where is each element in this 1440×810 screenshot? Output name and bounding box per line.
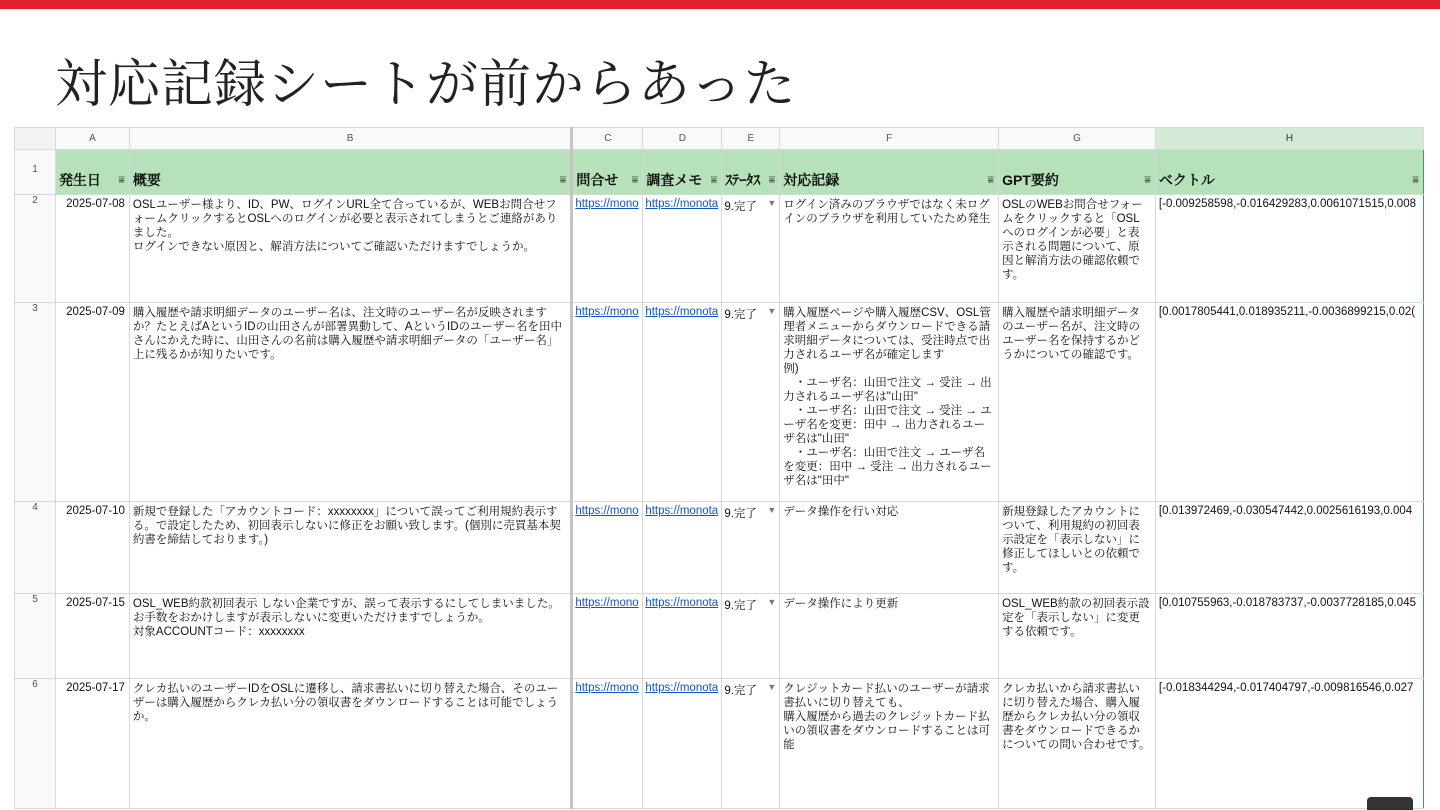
header-cell-status[interactable] xyxy=(722,150,780,195)
inquiry-link[interactable]: https://mono xyxy=(572,195,643,303)
dropdown-caret-icon[interactable]: ▼ xyxy=(767,198,777,208)
gpt-summary-cell[interactable]: クレカ払いから請求書払いに切り替えた場合、購入履歴からクレカ払い分の領収書をダウンロードできるかについての問い合わせです。 xyxy=(999,679,1156,809)
filter-icon[interactable]: ⩸ xyxy=(1412,173,1419,186)
gpt-summary-cell[interactable]: OSL_WEB約款の初回表示設定を「表示しない」に変更する依頼です。 xyxy=(999,594,1156,679)
date-cell[interactable]: 2025-07-17 xyxy=(55,679,129,809)
record-cell[interactable]: クレジットカード払いのユーザーが請求書払いに切り替えても、 購入履歴から過去のクレジットカード払いの領収書をダウンロードすることは可能 xyxy=(780,679,999,809)
spreadsheet-grid xyxy=(14,127,1424,809)
summary-cell[interactable]: 購入履歴や請求明細データのユーザー名は、注文時のユーザー名が反映されますか？たとえばAというIDの山田さんが部署異動して、AというIDのユーザー名を田中さんにかえた時に、山田さんの名前は購入履歴や請求明細データの「ユーザー名」上に残るかが知りたいです。 xyxy=(129,303,571,502)
filter-icon[interactable]: ⩸ xyxy=(987,173,995,186)
filter-icon[interactable]: ⩸ xyxy=(631,173,639,186)
table-row xyxy=(15,303,1424,502)
row-number[interactable]: 2 xyxy=(15,195,56,303)
record-cell[interactable]: ログイン済みのブラウザではなく未ログインのブラウザを利用していたため発生 xyxy=(780,195,999,303)
summary-cell[interactable]: 新規で登録した「アカウントコード：xxxxxxxx」について誤ってご利用規約表示する。で設定したため、初回表示しないに修正をお願い致します。(個別に売買基本契約書を締結しております。) xyxy=(129,502,571,594)
row-number[interactable]: 5 xyxy=(15,594,56,679)
table-row xyxy=(15,594,1424,679)
inquiry-link[interactable]: https://mono xyxy=(572,303,643,502)
filter-icon[interactable]: ⩸ xyxy=(710,173,718,186)
inquiry-link[interactable]: https://mono xyxy=(572,679,643,809)
header-label: ベクトル xyxy=(1158,172,1215,188)
status-dropdown[interactable] xyxy=(722,502,780,594)
status-dropdown[interactable] xyxy=(722,594,780,679)
dropdown-caret-icon[interactable]: ▼ xyxy=(767,505,777,515)
slide-title: 対応記録シートが前からあった xyxy=(55,55,797,115)
header-cell-summary[interactable] xyxy=(129,150,571,195)
date-cell[interactable]: 2025-07-15 xyxy=(55,594,129,679)
record-cell[interactable]: 購入履歴ページや購入履歴CSV、OSL管理者メニューからダウンロードできる請求明細データについては、受注時点で出力されるユーザ名が確定します 例) ・ユーザ名：山田で注文 → 受注 → 出力されるユーザ名は"山田" ・ユーザ名：山田で注文 → 受注 → ユーザ名を変更：田中 → 出力されるユーザ名は"山田" ・ユーザ名：山田で注文 → ユーザ名を変更：田中 → 受注 → 出力されるユーザ名は"田中" xyxy=(780,303,999,502)
top-accent-bar xyxy=(0,0,1440,9)
status-value: 9.完了 xyxy=(724,685,757,697)
column-header-f[interactable]: F xyxy=(780,128,999,150)
memo-link[interactable]: https://monota xyxy=(643,195,722,303)
filter-icon[interactable]: ⩸ xyxy=(118,173,125,186)
header-label: 概要 xyxy=(132,172,161,188)
filter-icon[interactable]: ⩸ xyxy=(559,173,567,186)
summary-cell[interactable]: OSL_WEB約款初回表示 しない企業ですが、誤って表示するにしてしまいました。 お手数をおかけしますが表示しないに変更いただけますでしょうか。 対象ACCOUNTコード：xxxxxxxx xyxy=(129,594,571,679)
header-cell-gpt[interactable] xyxy=(999,150,1156,195)
status-value: 9.完了 xyxy=(724,600,757,612)
column-header-a[interactable]: A xyxy=(55,128,129,150)
table-row xyxy=(15,195,1424,303)
status-value: 9.完了 xyxy=(724,201,757,213)
status-value: 9.完了 xyxy=(724,508,757,520)
row-number[interactable]: 3 xyxy=(15,303,56,502)
column-header-row xyxy=(15,128,1424,150)
inquiry-link[interactable]: https://mono xyxy=(572,502,643,594)
header-cell-inquiry[interactable] xyxy=(572,150,643,195)
dropdown-caret-icon[interactable]: ▼ xyxy=(767,597,777,607)
filter-icon[interactable]: ⩸ xyxy=(1144,173,1151,186)
header-cell-vector[interactable] xyxy=(1155,150,1423,195)
header-label: 発生日 xyxy=(58,172,101,188)
filter-icon[interactable]: ⩸ xyxy=(768,173,776,186)
select-all-corner[interactable] xyxy=(15,128,56,150)
header-cell-date[interactable] xyxy=(55,150,129,195)
spreadsheet[interactable] xyxy=(14,127,1424,810)
column-header-d[interactable]: D xyxy=(643,128,722,150)
column-header-e[interactable]: E xyxy=(722,128,780,150)
date-cell[interactable]: 2025-07-09 xyxy=(55,303,129,502)
vector-cell[interactable]: [-0.009258598,-0.016429283,0.0061071515,0.008 xyxy=(1155,195,1423,303)
vector-cell[interactable]: [-0.018344294,-0.017404797,-0.009816546,0.027 xyxy=(1155,679,1423,809)
vector-cell[interactable]: [0.010755963,-0.018783737,-0.0037728185,0.045 xyxy=(1155,594,1423,679)
column-header-c[interactable]: C xyxy=(572,128,643,150)
header-label: GPT要約 xyxy=(1002,172,1059,188)
dropdown-caret-icon[interactable]: ▼ xyxy=(767,682,777,692)
column-header-g[interactable]: G xyxy=(999,128,1156,150)
date-cell[interactable]: 2025-07-10 xyxy=(55,502,129,594)
header-label: ｽﾃｰﾀｽ xyxy=(725,172,761,188)
header-label: 対応記録 xyxy=(783,172,840,188)
status-dropdown[interactable] xyxy=(722,195,780,303)
inquiry-link[interactable]: https://mono xyxy=(572,594,643,679)
page-nav-button[interactable] xyxy=(1367,797,1413,810)
column-header-h[interactable]: H xyxy=(1155,128,1423,150)
gpt-summary-cell[interactable]: 購入履歴や請求明細データのユーザー名が、注文時のユーザー名を保持するかどうかについての確認です。 xyxy=(999,303,1156,502)
memo-link[interactable]: https://monota xyxy=(643,679,722,809)
summary-cell[interactable]: OSLユーザー様より、ID、PW、ログインURL全て合っているが、WEBお問合せフォームクリックするとOSLへのログインが必要と表示されてしまうとご連絡がありました。 ログインできない原因と、解消方法についてご確認いただけますでしょうか。 xyxy=(129,195,571,303)
header-cell-memo[interactable] xyxy=(643,150,722,195)
memo-link[interactable]: https://monota xyxy=(643,303,722,502)
date-cell[interactable]: 2025-07-08 xyxy=(55,195,129,303)
gpt-summary-cell[interactable]: OSLのWEBお問合せフォームをクリックすると「OSLへのログインが必要」と表示される問題について、原因と解消方法の確認依頼です。 xyxy=(999,195,1156,303)
gpt-summary-cell[interactable]: 新規登録したアカウントについて、利用規約の初回表示設定を「表示しない」に修正してほしいとの依頼です。 xyxy=(999,502,1156,594)
header-cell-record[interactable] xyxy=(780,150,999,195)
header-row xyxy=(15,150,1424,195)
row-number[interactable]: 1 xyxy=(15,150,56,195)
row-number[interactable]: 6 xyxy=(15,679,56,809)
table-row xyxy=(15,679,1424,809)
header-label: 問合せ xyxy=(576,172,619,188)
dropdown-caret-icon[interactable]: ▼ xyxy=(767,306,777,316)
memo-link[interactable]: https://monota xyxy=(643,502,722,594)
column-header-b[interactable]: B xyxy=(129,128,571,150)
status-dropdown[interactable] xyxy=(722,303,780,502)
record-cell[interactable]: データ操作により更新 xyxy=(780,594,999,679)
vector-cell[interactable]: [0.0017805441,0.018935211,-0.0036899215,0.02( xyxy=(1155,303,1423,502)
record-cell[interactable]: データ操作を行い対応 xyxy=(780,502,999,594)
summary-cell[interactable]: クレカ払いのユーザーIDをOSLに遷移し、請求書払いに切り替えた場合、そのユーザーは購入履歴からクレカ払い分の領収書をダウンロードすることは可能でしょうか。 xyxy=(129,679,571,809)
vector-cell[interactable]: [0.013972469,-0.030547442,0.0025616193,0.004 xyxy=(1155,502,1423,594)
row-number[interactable]: 4 xyxy=(15,502,56,594)
header-label: 調査メモ xyxy=(646,172,703,188)
table-row xyxy=(15,502,1424,594)
status-value: 9.完了 xyxy=(724,309,757,321)
status-dropdown[interactable] xyxy=(722,679,780,809)
memo-link[interactable]: https://monota xyxy=(643,594,722,679)
